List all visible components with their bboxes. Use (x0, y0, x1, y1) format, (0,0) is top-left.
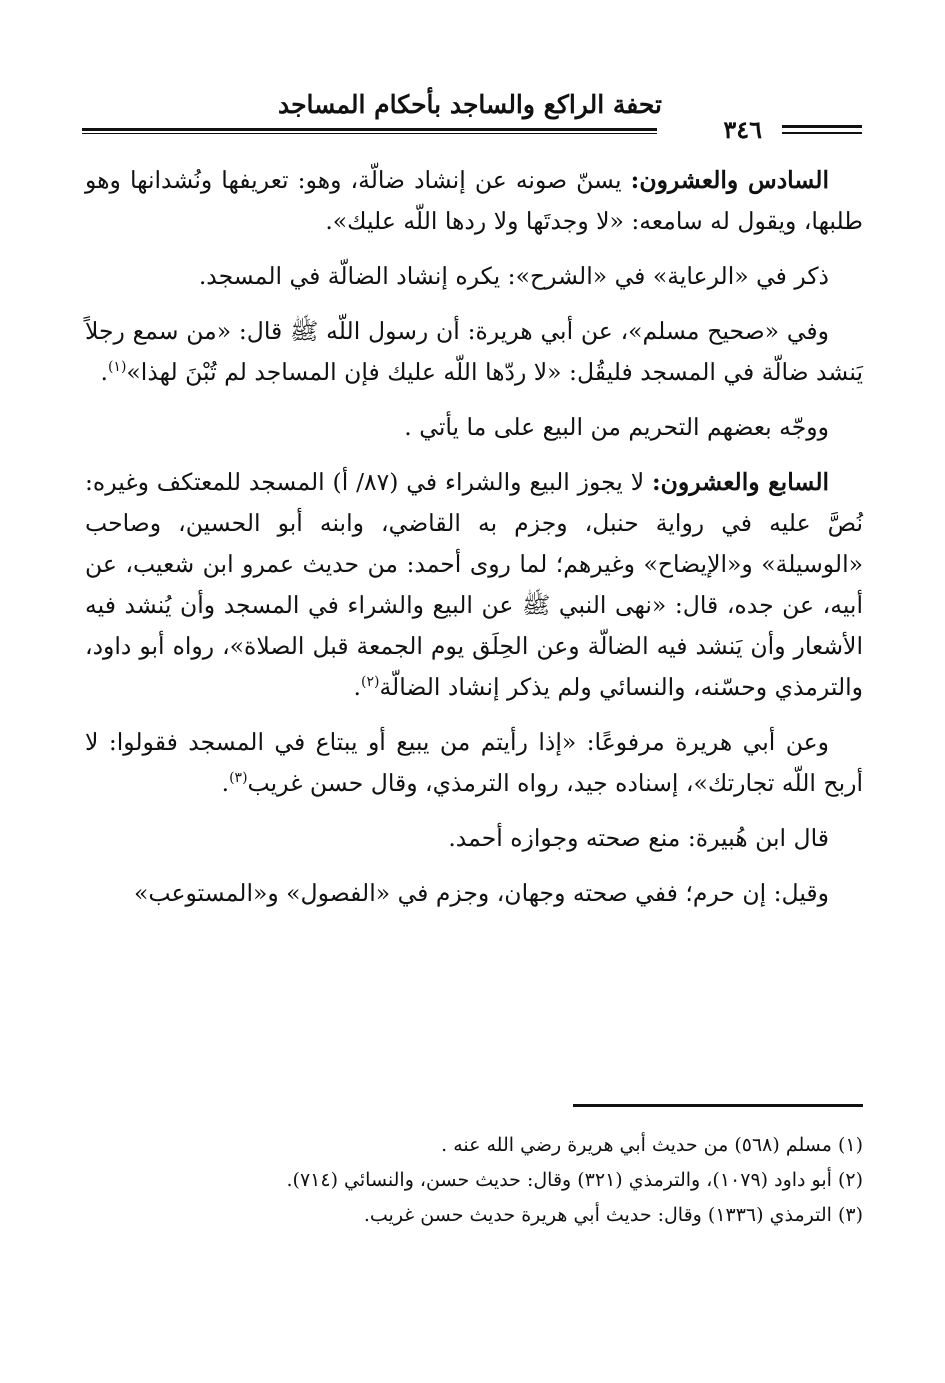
page-number: ٣٤٦ (715, 113, 770, 147)
paragraph-muslim (85, 311, 863, 393)
footnote-ref: (٣) (229, 770, 248, 787)
paragraph-text: قال ابن هُبيرة: منع صحته وجوازه أحمد. (448, 824, 829, 852)
header-rule-left-thin (82, 133, 657, 134)
paragraph-text: وقيل: إن حرم؛ ففي صحته وجهان، وجزم في «الفصول» و«المستوعب» (134, 879, 829, 907)
paragraph-26 (85, 160, 863, 242)
paragraph-lead: السابع والعشرون: (651, 468, 830, 496)
paragraph-tahrim (85, 407, 863, 448)
header-rule-right-thick (782, 125, 862, 128)
footnote-ref: (١) (107, 359, 127, 376)
paragraph-tail: . (100, 358, 108, 386)
paragraph-text: يسنّ صونه عن إنشاد ضالّة، وهو: تعريفها ونُشدانها وهو طلبها، ويقول له سامعه: «لا وجدتَها ولا ردها اللّه عليك». (85, 166, 863, 235)
paragraph-ibn-hubayra (85, 818, 863, 859)
paragraph-text: ووجّه بعضهم التحريم من البيع على ما يأتي . (404, 413, 829, 441)
footnote-3: (٣) الترمذي (١٣٣٦) وقال: حديث أبي هريرة حديث حسن غريب. (363, 1204, 863, 1226)
header-rule-left-thick (82, 128, 657, 131)
running-header-title: تحفة الراكع والساجد بأحكام المساجد (277, 90, 663, 119)
paragraph-tail: . (353, 673, 361, 701)
paragraph-text: لا يجوز البيع والشراء في (٨٧/ أ) المسجد للمعتكف وغيره: نُصَّ عليه في رواية حنبل، وجزم به القاضي، وابنه أبو الحسين، وصاحب «الوسيلة» و«الإيضاح» وغيرهم؛ لما روى أحمد: من حديث عمرو ابن شعيب، عن أبيه، عن جده، قال: «نهى النبي ﷺ عن البيع والشراء في المسجد وأن يُنشد فيه الأشعار وأن يَنشد فيه الضالّة وعن الحِلَق يوم الجمعة قبل الصلاة»، رواه أبو داود، والترمذي وحسّنه، والنسائي ولم يذكر إنشاد الضالّة (85, 468, 863, 701)
paragraph-wa-qil (85, 873, 863, 914)
main-text (85, 160, 863, 928)
paragraph-abu-hurayra (85, 722, 863, 804)
paragraph-text: وفي «صحيح مسلم»، عن أبي هريرة: أن رسول اللّه ﷺ قال: «من سمع رجلاً يَنشد ضالّة في المسجد فليقُل: «لا ردّها اللّه عليك فإن المساجد لم تُبْنَ لهذا» (85, 317, 863, 386)
footnote-1: (١) مسلم (٥٦٨) من حديث أبي هريرة رضي الله عنه . (441, 1134, 863, 1156)
paragraph-text: ذكر في «الرعاية» في «الشرح»: يكره إنشاد الضالّة في المسجد. (198, 262, 829, 290)
paragraph-lead: السادس والعشرون: (630, 166, 829, 194)
header-rule-right-thin (782, 132, 862, 134)
footnote-2: (٢) أبو داود (١٠٧٩)، والترمذي (٣٢١) وقال: حديث حسن، والنسائي (٧١٤). (286, 1169, 863, 1191)
paragraph-riaya (85, 256, 863, 297)
footnotes (83, 1128, 863, 1233)
header-rule-row (82, 113, 862, 153)
footnote-ref: (٢) (360, 674, 380, 691)
paragraph-27 (85, 462, 863, 708)
footnote-separator (573, 1104, 863, 1107)
paragraph-text: وعن أبي هريرة مرفوعًا: «إذا رأيتم من يبيع أو يبتاع في المسجد فقولوا: لا أربح اللّه تجارتك»، إسناده جيد، رواه الترمذي، وقال حسن غريب (85, 728, 863, 797)
paragraph-tail: . (221, 769, 230, 797)
